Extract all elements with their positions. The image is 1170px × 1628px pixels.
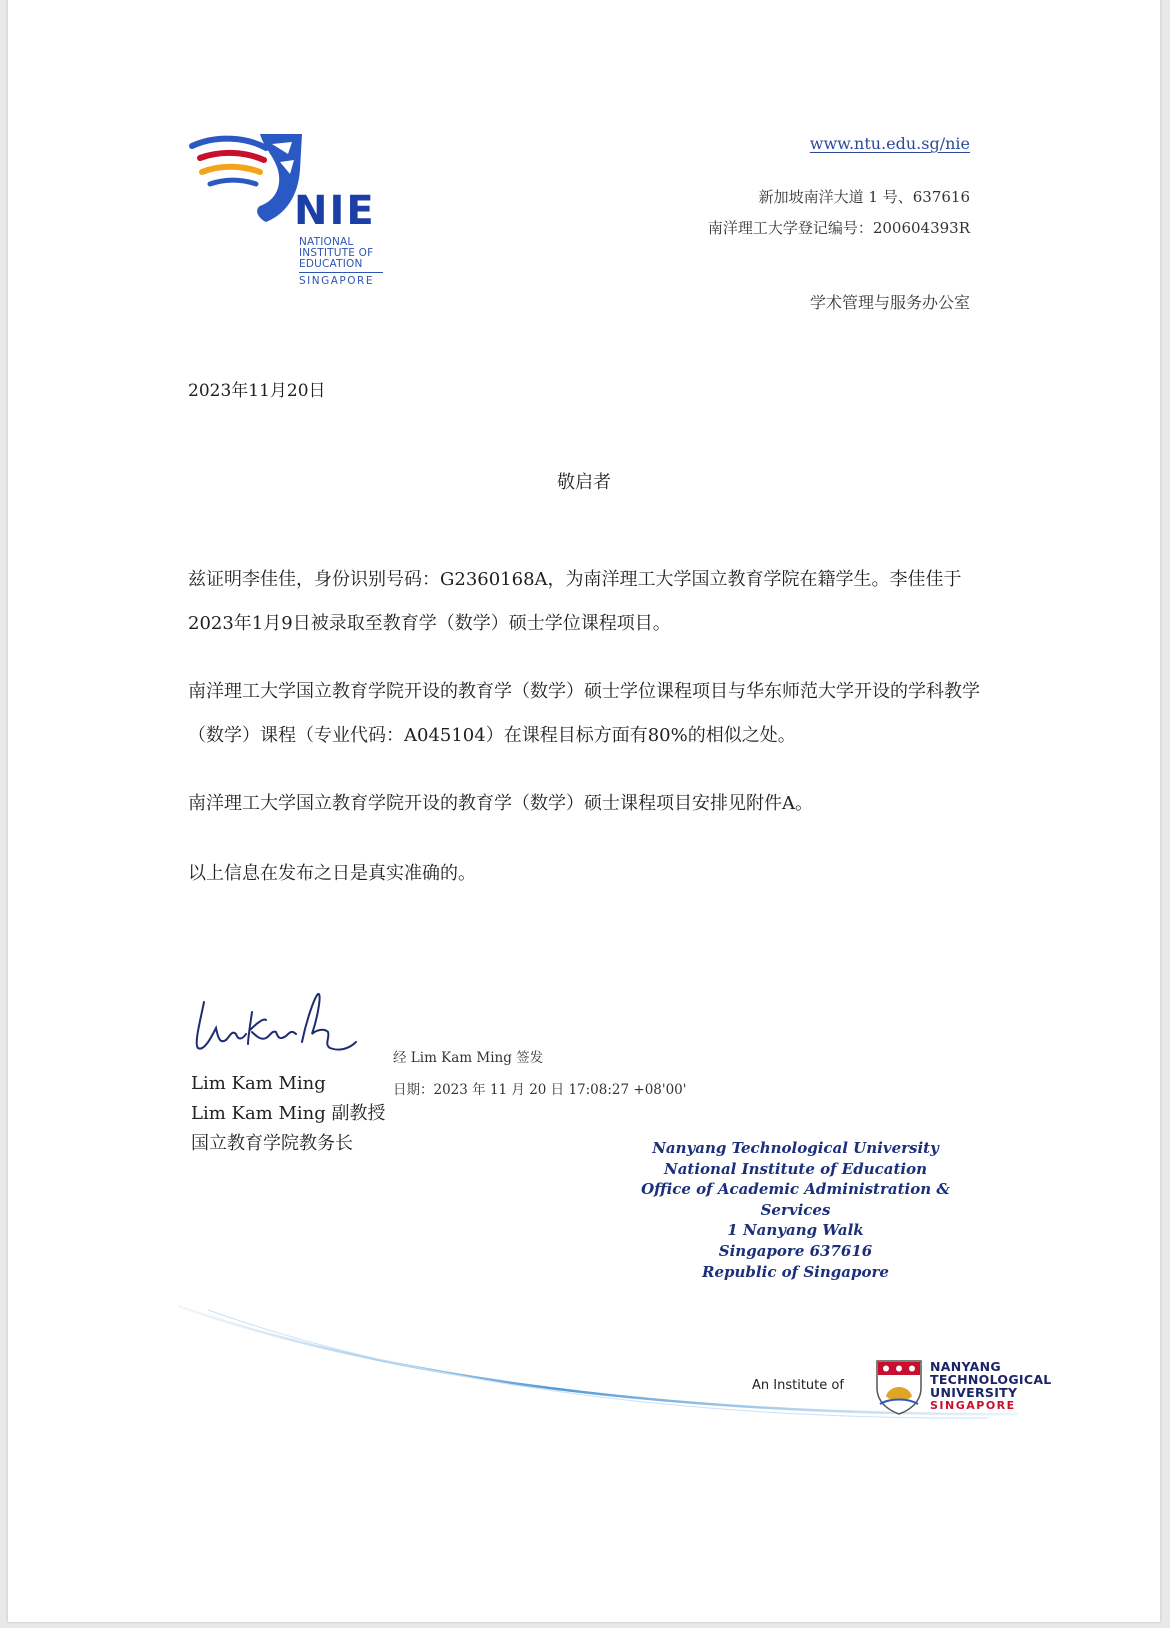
nie-website-link[interactable]: www.ntu.edu.sg/nie — [809, 134, 970, 153]
office-stamp — [618, 1138, 973, 1282]
signed-by: 经 Lim Kam Ming 签发 — [393, 1050, 544, 1066]
logo-line-4: SINGAPORE — [299, 275, 374, 287]
ntu-crest-icon — [874, 1358, 924, 1416]
letter-page — [8, 0, 1160, 1622]
signed-date: 日期：2023 年 11 月 20 日 17:08:27 +08'00' — [393, 1082, 687, 1098]
nie-wordmark: NIE — [294, 188, 376, 234]
stamp-line: Republic of Singapore — [702, 1262, 889, 1281]
ntu-line: UNIVERSITY — [930, 1385, 1018, 1400]
stamp-line: Singapore 637616 — [718, 1241, 873, 1260]
signatory-position: 国立教育学院教务长 — [191, 1133, 353, 1154]
handwritten-signature-icon — [190, 982, 370, 1062]
paragraph-3: 南洋理工大学国立教育学院开设的教育学（数学）硕士课程项目安排见附件A。 — [188, 793, 813, 814]
stamp-line: National Institute of Education — [663, 1159, 928, 1178]
nie-logo — [188, 130, 408, 300]
logo-line-3: EDUCATION — [299, 258, 363, 270]
paragraph-4: 以上信息在发布之日是真实准确的。 — [188, 863, 476, 884]
nie-lion-emblem-icon — [188, 130, 308, 230]
ntu-line: TECHNOLOGICAL — [930, 1372, 1052, 1387]
ntu-line: NANYANG — [930, 1359, 1001, 1374]
signatory-title: Lim Kam Ming 副教授 — [191, 1103, 386, 1124]
address: 新加坡南洋大道 1 号、637616 — [758, 188, 970, 206]
ntu-wordmark — [930, 1360, 1052, 1412]
paragraph-1: 兹证明李佳佳，身份识别号码：G2360168A，为南洋理工大学国立教育学院在籍学生。李佳佳于2023年1月9日被录取至教育学（数学）硕士学位课程项目。 — [188, 569, 962, 634]
salutation: 敬启者 — [557, 472, 611, 493]
ntu-country: SINGAPORE — [930, 1399, 1016, 1412]
stamp-line: Office of Academic Administration & Services — [641, 1180, 950, 1219]
logo-divider — [299, 272, 383, 273]
stamp-line: Nanyang Technological University — [652, 1139, 939, 1157]
logo-line-2: INSTITUTE OF — [299, 247, 374, 259]
paragraph-2: 南洋理工大学国立教育学院开设的教育学（数学）硕士学位课程项目与华东师范大学开设的学科教学（数学）课程（专业代码：A045104）在课程目标方面有80%的相似之处。 — [188, 681, 980, 746]
logo-line-1: NATIONAL — [299, 236, 354, 248]
letter-date: 2023年11月20日 — [188, 381, 326, 401]
office-name: 学术管理与服务办公室 — [809, 293, 970, 312]
signatory-name: Lim Kam Ming — [191, 1073, 326, 1094]
institute-of-label: An Institute of — [752, 1378, 844, 1393]
registration-number: 南洋理工大学登记编号：200604393R — [707, 219, 970, 237]
stamp-line: 1 Nanyang Walk — [727, 1221, 864, 1240]
